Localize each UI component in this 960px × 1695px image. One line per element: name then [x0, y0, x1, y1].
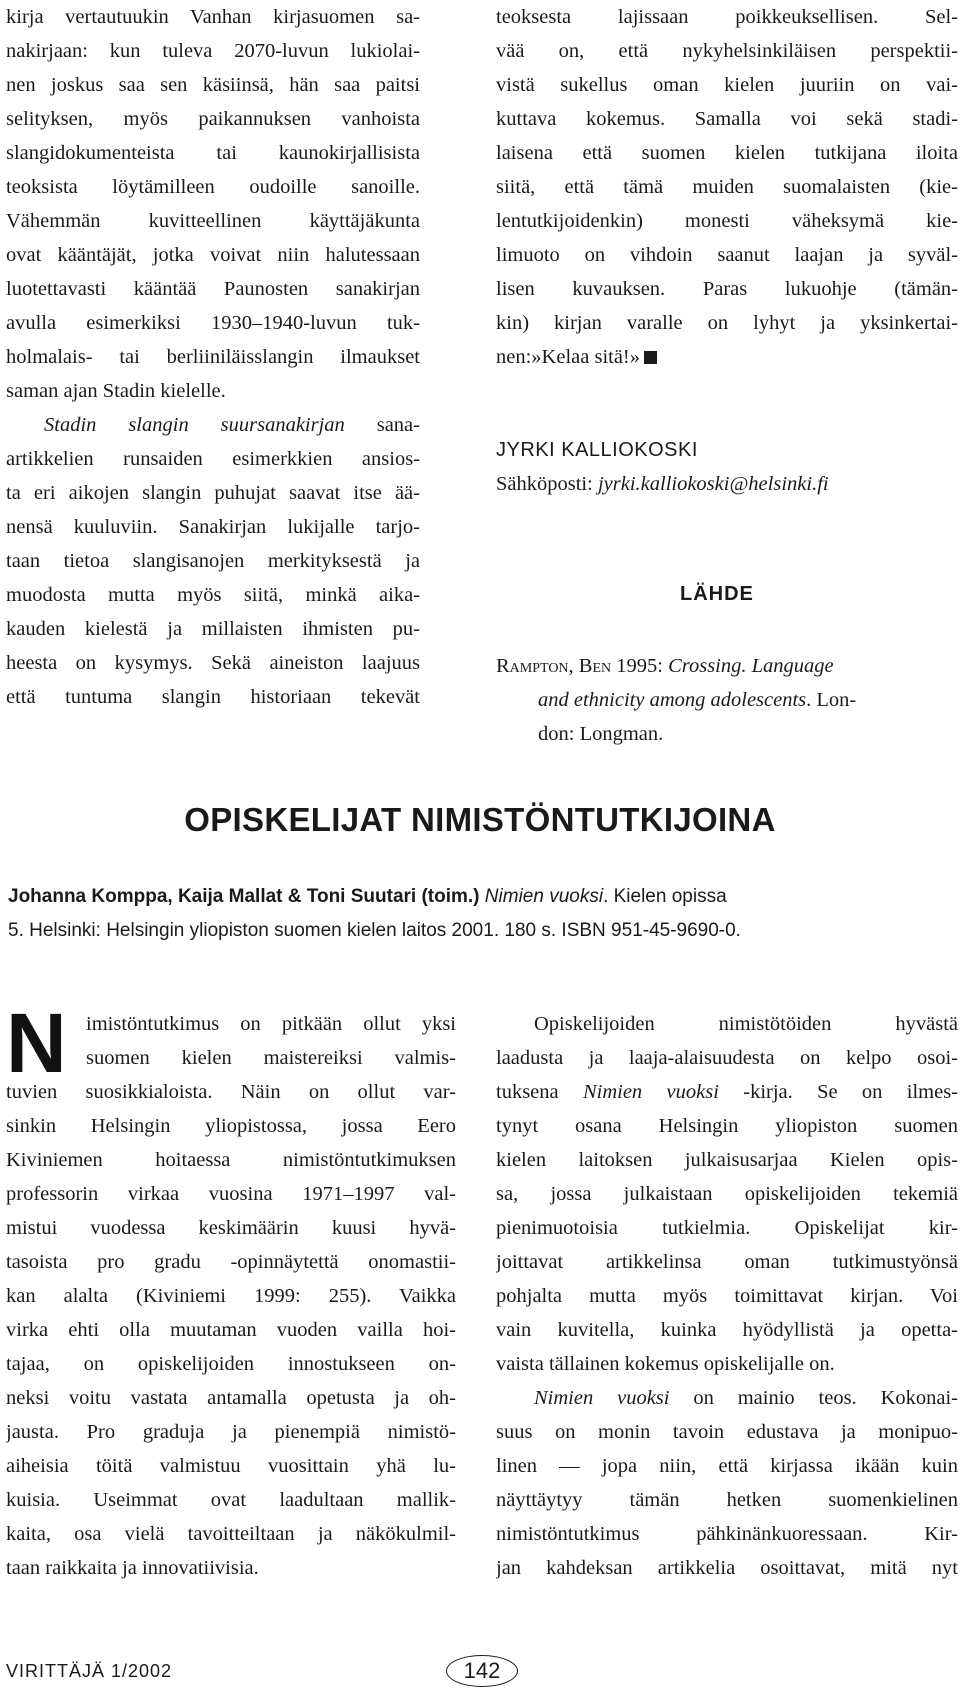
bib-series: . Kielen opissa	[603, 886, 727, 907]
reference-title-cont: . Language	[741, 655, 834, 677]
text-line: laisena että suomen kielen tutkijana iloita	[496, 142, 958, 164]
bib-authors: Johanna Komppa, Kaija Mallat & Toni Suutari (toim.)	[8, 886, 480, 907]
text-line: virka ehti olla muutaman vuoden vailla hoi-	[6, 1319, 456, 1341]
text-line: Vähemmän kuvitteellinen käyttäjäkunta	[6, 210, 420, 232]
text-line: taan raikkaita ja innovatiivisia.	[6, 1557, 259, 1579]
text-line: mistui vuodessa keskimäärin kuusi hyvä-	[6, 1217, 456, 1239]
text-fragment: tuksena	[496, 1081, 583, 1103]
text-line: nakirjaan: kun tuleva 2070-luvun lukiolai-	[6, 40, 420, 62]
text-fragment: -kirja. Se on ilmes-	[718, 1081, 958, 1103]
reference-line	[496, 683, 958, 717]
reference-title-cont: and ethnicity among adolescents	[538, 689, 807, 711]
text-line: professorin virkaa vuosina 1971–1997 val-	[6, 1183, 456, 1205]
text-line: siitä, että tämä muiden suomalaisten (kie-	[496, 176, 958, 198]
text-line: suomen kielen maistereiksi valmis-	[86, 1047, 456, 1069]
text-line: lisen kuvauksen. Paras lukuohje (tämän-	[496, 278, 958, 300]
text-line: Kiviniemen hoitaessa nimistöntutkimuksen	[6, 1149, 456, 1171]
text-line	[496, 1075, 958, 1109]
paragraph-first-line: Opiskelijoiden nimistötöiden hyvästä	[534, 1013, 958, 1035]
top-right-column	[496, 0, 958, 374]
drop-cap: N	[6, 996, 67, 1090]
text-line: limuoto on vihdoin saanut laajan ja syväl-	[496, 244, 958, 266]
text-line: tynyt osana Helsingin yliopiston suomen	[496, 1115, 958, 1137]
text-line: lentutkijoidenkin) monesti väheksymä kie-	[496, 210, 958, 232]
bib-line	[8, 880, 958, 914]
bib-title: Nimien vuoksi	[484, 886, 604, 907]
book-title-italic: Nimien vuoksi	[534, 1387, 670, 1409]
text-line: vaista tällainen kokemus opiskelijalle on.	[496, 1353, 835, 1375]
reference-author: Rampton, Ben	[496, 655, 612, 677]
text-line: saman ajan Stadin kielelle.	[6, 380, 226, 402]
text-line: vää on, että nykyhelsinkiläisen perspektii-	[496, 40, 958, 62]
bottom-right-column	[496, 1007, 958, 1585]
text-line: neksi voitu vastata antamalla opetusta ja oh-	[6, 1387, 456, 1409]
text-line: kuisia. Useimmat ovat laadultaan mallik-	[6, 1489, 456, 1511]
text-line: jan kahdeksan artikkelia osoittavat, mitä nyt	[496, 1557, 958, 1579]
bib-line: 5. Helsinki: Helsingin yliopiston suomen kielen laitos 2001. 180 s. ISBN 951-45-9690-0.	[8, 920, 741, 941]
end-square-icon	[644, 351, 657, 364]
text-line: taan tietoa slangisanojen merkityksestä ja	[6, 550, 420, 572]
bottom-left-column	[6, 996, 456, 1585]
text-line-last	[496, 340, 958, 374]
bibliographic-info	[8, 880, 958, 948]
sources-heading: LÄHDE	[680, 583, 754, 605]
paragraph-first-line	[496, 1381, 958, 1415]
reference-line: don: Longman.	[538, 723, 664, 745]
email-label: Sähköposti:	[496, 473, 598, 495]
text-line: sinkin Helsingin yliopistossa, jossa Eero	[6, 1115, 456, 1137]
text-line: avulla esimerkiksi 1930–1940-luvun tuk-	[6, 312, 420, 334]
reference-entry	[496, 649, 958, 751]
text-line: suus on monin tavoin edustava ja monipuo-	[496, 1421, 958, 1443]
text-fragment: sana-	[344, 414, 420, 436]
text-line: vistä sukellus oman kielen juuriin on vai-	[496, 74, 958, 96]
text-line: nensä kuuluviin. Sanakirjan lukijalle tarjo-	[6, 516, 420, 538]
text-line: teoksista löytämilleen oudoille sanoille.	[6, 176, 420, 198]
text-line: näyttäytyy tämän hetken suomenkielinen	[496, 1489, 958, 1511]
text-line: kielen laitoksen julkaisusarjaa Kielen opis-	[496, 1149, 958, 1171]
text-line: tasoista pro gradu -opinnäytettä onomastii-	[6, 1251, 456, 1273]
journal-footer: VIRITTÄJÄ 1/2002	[6, 1661, 173, 1681]
text-fragment: on mainio teos. Kokonai-	[669, 1387, 958, 1409]
text-line: holmalais- tai berliiniläisslangin ilmaukset	[6, 346, 420, 368]
text-line: aiheisia töitä valmistuu vuosittain yhä lu-	[6, 1455, 456, 1477]
text-line: pienimuotoisia tutkielmia. Opiskelijat kir-	[496, 1217, 958, 1239]
text-line: ovat kääntäjät, jotka voivat niin halutessaan	[6, 244, 420, 266]
text-line: nen joskus saa sen käsiinsä, hän saa paitsi	[6, 74, 420, 96]
text-line: muodosta mutta myös siitä, minkä aika-	[6, 584, 420, 606]
text-line: kauden kielestä ja millaisten ihmisten pu-	[6, 618, 420, 640]
text-line: jausta. Pro graduja ja pienempiä nimistö-	[6, 1421, 456, 1443]
text-line: tajaa, on opiskelijoiden innostukseen on-	[6, 1353, 456, 1375]
text-line: nimistöntutkimus pähkinänkuoressaan. Kir-	[496, 1523, 958, 1545]
text-line: tuvien suosikkialoista. Näin on ollut var-	[6, 1081, 456, 1103]
text-line: slangidokumenteista tai kaunokirjallisista	[6, 142, 420, 164]
text-line: artikkelien runsaiden esimerkkien ansios-	[6, 448, 420, 470]
top-left-column	[6, 0, 420, 714]
page-number: 142	[446, 1655, 518, 1687]
text-line: teoksesta lajissaan poikkeuksellisen. Sel-	[496, 6, 958, 28]
closing-quote-text: nen:»Kelaa sitä!»	[496, 346, 641, 368]
text-line: heesta on kysymys. Sekä aineiston laajuus	[6, 652, 420, 674]
paragraph-first-line	[6, 408, 420, 442]
reference-title: Crossing	[668, 655, 742, 677]
text-line: imistöntutkimus on pitkään ollut yksi	[86, 1013, 456, 1035]
text-line: pohjalta mutta myös toimittavat kirjan. Voi	[496, 1285, 958, 1307]
text-line: luotettavasti kääntää Paunosten sanakirjan	[6, 278, 420, 300]
reference-year: 1995:	[611, 655, 669, 677]
text-line: kin) kirjan varalle on lyhyt ja yksinkertai-	[496, 312, 958, 334]
text-line: laadusta ja laaja-alaisuudesta on kelpo osoi-	[496, 1047, 958, 1069]
text-line: kan alalta (Kiviniemi 1999: 255). Vaikka	[6, 1285, 456, 1307]
text-line: sa, jossa julkaistaan opiskelijoiden tekemiä	[496, 1183, 958, 1205]
text-line: kuttava kokemus. Samalla voi sekä stadi-	[496, 108, 958, 130]
book-title-italic: Stadin slangin suursanakirjan	[44, 414, 345, 436]
text-line: ta eri aikojen slangin puhujat saavat itse ää-	[6, 482, 420, 504]
book-title-italic: Nimien vuoksi	[582, 1081, 719, 1103]
text-line: linen — jopa niin, että kirjassa ikään kuin	[496, 1455, 958, 1477]
review-author-name: JYRKI KALLIOKOSKI	[496, 439, 698, 461]
reference-line	[496, 649, 958, 683]
reference-place: . Lon-	[806, 689, 857, 711]
text-line: selityksen, myös paikannuksen vanhoista	[6, 108, 420, 130]
text-line: kaita, osa vielä tavoitteiltaan ja näkökulmil-	[6, 1523, 456, 1545]
text-line: kirja vertautuukin Vanhan kirjasuomen sa-	[6, 6, 420, 28]
article-heading: OPISKELIJAT NIMISTÖNTUTKIJOINA	[184, 801, 776, 838]
email-address[interactable]: jyrki.kalliokoski@helsinki.fi	[597, 473, 829, 495]
text-line: että tuntuma slangin historiaan tekevät	[6, 686, 420, 708]
review-author-email-line	[496, 467, 829, 501]
text-line: vain kuvitella, kuinka hyödyllistä ja opetta-	[496, 1319, 958, 1341]
text-line: joittavat artikkelinsa oman tutkimustyönsä	[496, 1251, 958, 1273]
